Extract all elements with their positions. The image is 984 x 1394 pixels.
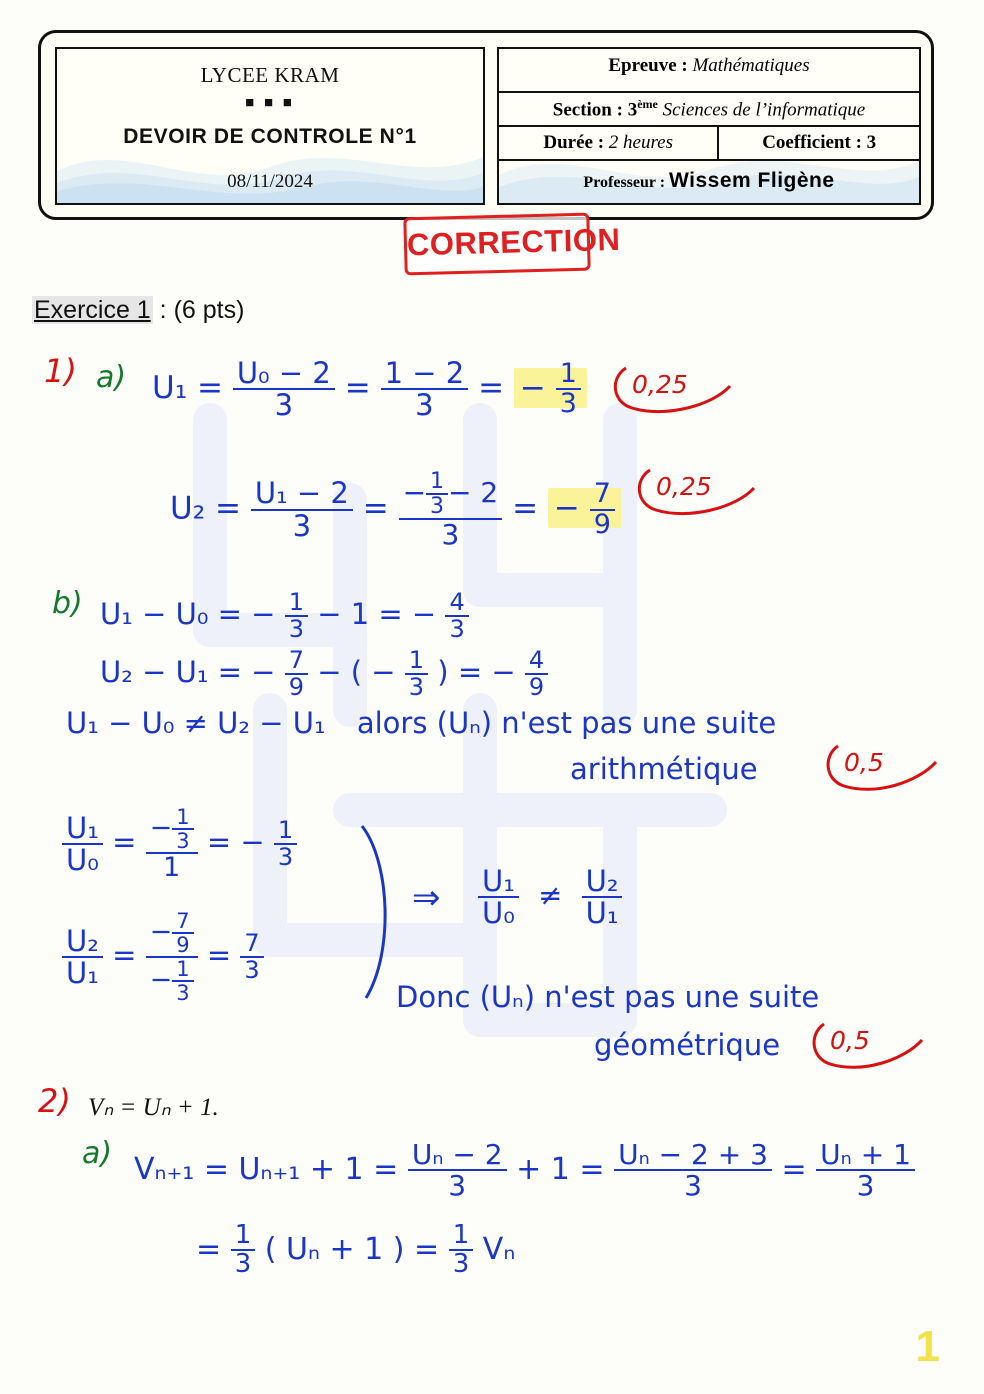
q2a-f1-den: 3 <box>408 1169 507 1200</box>
big-brace <box>356 822 400 1006</box>
mark-0-5-geom <box>818 1022 870 1055</box>
q1a-letter: a) <box>96 360 127 395</box>
q1b-line3-text: alors (Uₙ) n'est pas une suite <box>356 706 777 740</box>
ratio2-inner-den-n: 1 <box>176 957 190 982</box>
professeur-label: Professeur : <box>583 174 666 191</box>
q1b-line1-frac <box>285 590 308 642</box>
ratio-conclusion <box>478 866 622 929</box>
professeur-row <box>499 159 919 205</box>
decorative-squares: ■ ■ ■ <box>245 95 295 111</box>
q2a-equals-3: = <box>781 1151 807 1187</box>
concl-ratio2-num: U₂ <box>585 864 619 898</box>
q2a-line2-f2-num: 1 <box>452 1220 470 1250</box>
section-value-number: 3 <box>627 99 638 121</box>
coefficient-value: 3 <box>866 132 877 153</box>
q1b-line1-frac-num: 1 <box>288 588 304 616</box>
q1b-line1-res-den: 3 <box>445 615 468 642</box>
u2-label: U₂ = <box>170 490 241 527</box>
duree-cell <box>499 127 717 159</box>
q2a-line2-f1-den: 3 <box>231 1249 256 1278</box>
q1b-line3-inequality: U₁ − U₀ ≠ U₂ − U₁ <box>66 706 326 740</box>
q2a-plus-one: + 1 = <box>516 1151 605 1187</box>
mark-value-geom: 0,5 <box>830 1026 870 1055</box>
brace-icon <box>356 822 400 1002</box>
u2-inner-den: 3 <box>426 493 448 518</box>
ratio1-value-den: 1 <box>146 852 198 882</box>
ratio1-equals: = <box>112 825 137 860</box>
q2a-line2 <box>196 1222 515 1279</box>
u1-result <box>514 358 587 420</box>
ratio1-value-num <box>146 806 198 852</box>
concl-ratio1-den: U₀ <box>478 896 519 928</box>
q2a-line2-eq: = <box>196 1231 222 1267</box>
q2-number: 2) <box>38 1082 71 1120</box>
u2-frac2-num <box>399 470 503 518</box>
u1-equals-1: = <box>344 369 371 406</box>
q1b-line2 <box>100 648 548 700</box>
q2a-frac-1 <box>408 1140 507 1201</box>
ratio1-res-den: 3 <box>274 843 297 870</box>
u2-inner-fraction <box>426 470 448 518</box>
q1b-letter: b) <box>52 586 83 621</box>
exercise-label: Exercice 1 <box>34 296 151 324</box>
section-value-text: Sciences de l’informatique <box>662 99 866 121</box>
epreuve-row <box>499 55 919 91</box>
ratio1-equals-2: = − <box>206 825 265 860</box>
ratio1-inner-frac <box>172 806 193 852</box>
ratio2-inner-den-frac <box>172 958 193 1004</box>
ratio2-equals: = <box>112 938 137 973</box>
ratio1-value-sign: − <box>149 812 173 844</box>
ratio2-inner-num-frac <box>172 910 193 956</box>
ratio2-inner-den-d: 3 <box>172 980 193 1004</box>
ratio1-num: U₁ <box>66 810 99 845</box>
q1b-line2-frac1 <box>285 648 308 700</box>
ratio2-value-fraction <box>146 910 198 1004</box>
u2-result-num: 7 <box>593 478 611 510</box>
duree-value: 2 heures <box>608 132 673 153</box>
q2a-line2-paren: ( Uₙ + 1 ) <box>264 1231 405 1267</box>
geometrique-line: géométrique <box>594 1028 781 1062</box>
ratio2-res-num: 7 <box>244 928 260 957</box>
q2a-f3-num: Uₙ + 1 <box>820 1138 911 1171</box>
u1-fraction-1 <box>233 358 335 421</box>
mark-0-25-second <box>642 468 712 501</box>
q2a-f2-den: 3 <box>614 1169 772 1200</box>
u1-result-fraction <box>556 360 581 419</box>
u2-frac2-num-sign: − <box>402 476 427 510</box>
q2a-f1-num: Uₙ − 2 <box>411 1138 503 1171</box>
q2a-line2-f2-den: 3 <box>449 1249 474 1278</box>
concl-ratio2-den: U₁ <box>582 896 623 928</box>
q1b-line1-res-num: 4 <box>449 588 465 616</box>
q1b-line1-lhs: U₁ − U₀ = − <box>100 597 276 632</box>
q2a-frac-2 <box>614 1140 772 1201</box>
exam-date: 08/11/2024 <box>227 171 313 192</box>
implication-arrow: ⇒ <box>412 878 441 918</box>
u2-result-fraction <box>590 480 615 539</box>
ratio2-lhs <box>62 923 103 991</box>
u1-result-den: 3 <box>556 388 581 418</box>
u1-label: U₁ = <box>152 369 223 406</box>
q1b-line2-frac2 <box>405 648 428 700</box>
ratio2-inner-num-d: 9 <box>172 932 193 956</box>
ratio1-res-num: 1 <box>277 816 294 845</box>
q1b-line3 <box>66 706 776 740</box>
mark-value-a1: 0,25 <box>632 370 688 399</box>
q2a-f2-num: Uₙ − 2 + 3 <box>618 1138 768 1171</box>
u2-equation <box>170 470 621 550</box>
q2a-f3-den: 3 <box>816 1169 915 1200</box>
correction-stamp: CORRECTION <box>403 213 590 276</box>
concl-ratio-2 <box>582 866 623 929</box>
q1b-line1-result <box>445 590 468 642</box>
u2-equals-2: = <box>512 490 539 527</box>
q1b-line2-mid2: ) = − <box>437 655 516 690</box>
q2a-line2-eq2: = <box>414 1231 440 1267</box>
u1-frac2-den: 3 <box>381 388 469 420</box>
u2-fraction-1 <box>251 478 353 541</box>
u2-result-den: 9 <box>590 509 615 539</box>
ratio1-value-fraction <box>146 806 198 882</box>
u2-result <box>548 478 621 540</box>
q1b-line2-f2-num: 1 <box>408 646 425 674</box>
concl-not-equal: ≠ <box>538 878 563 913</box>
concl-ratio1-num: U₁ <box>482 864 515 898</box>
coefficient-label: Coefficient : <box>762 132 862 153</box>
mark-0-5-arith <box>832 744 884 777</box>
q2a-line2-f1-num: 1 <box>234 1220 252 1250</box>
q2a-frac-3 <box>816 1140 915 1201</box>
section-row <box>499 91 919 125</box>
q1b-line1 <box>100 590 469 642</box>
u2-fraction-2 <box>399 470 503 550</box>
u1-frac2-num: 1 − 2 <box>384 356 465 390</box>
ratio1-result <box>274 818 297 870</box>
duree-coefficient-row <box>499 125 919 159</box>
q1-number: 1) <box>44 352 77 390</box>
u2-frac1-num: U₁ − 2 <box>254 476 349 511</box>
q1b-line2-f1-den: 9 <box>285 673 308 700</box>
q2a-lhs: Vₙ₊₁ = Uₙ₊₁ + 1 = <box>134 1151 399 1187</box>
q2-definition: Vₙ = Uₙ + 1. <box>88 1094 219 1121</box>
q2a-line1 <box>134 1140 915 1201</box>
q2a-line2-tail: Vₙ <box>482 1231 516 1267</box>
ratio-line-1 <box>62 806 297 882</box>
ratio2-den: U₁ <box>62 956 103 988</box>
q1b-line2-f2-den: 3 <box>405 673 428 700</box>
q1b-line2-mid: − ( − <box>317 655 396 690</box>
school-name: LYCEE KRAM <box>200 63 340 87</box>
ratio2-res-den: 3 <box>240 956 263 983</box>
concl-ratio-1 <box>478 866 519 929</box>
ratio2-value-den <box>146 956 198 1004</box>
exercise-heading <box>32 296 244 325</box>
section-label: Section : <box>552 99 623 121</box>
q1b-line1-frac-den: 3 <box>285 615 308 642</box>
header-right-block <box>497 47 921 205</box>
ratio1-inner-den: 3 <box>172 828 193 852</box>
mark-value-a2: 0,25 <box>656 472 712 501</box>
ratio1-den: U₀ <box>62 843 103 875</box>
exercise-points: : (6 pts) <box>159 296 245 324</box>
u2-equals-1: = <box>362 490 389 527</box>
q1b-line4: arithmétique <box>570 752 758 786</box>
mark-0-25-first <box>618 366 688 399</box>
exam-header <box>38 30 934 220</box>
coefficient-cell <box>717 127 919 159</box>
u2-frac2-den: 3 <box>399 518 503 549</box>
ratio1-inner-num: 1 <box>176 805 190 829</box>
u1-frac1-num: U₀ − 2 <box>236 356 331 390</box>
u1-fraction-2 <box>381 358 469 421</box>
ratio2-inner-num-n: 7 <box>176 909 190 933</box>
page-number: 1 <box>915 1322 940 1371</box>
ratio-line-2 <box>62 910 264 1004</box>
ratio2-num-sign: − <box>149 916 173 948</box>
u2-inner-num: 1 <box>430 469 445 494</box>
mark-value-b: 0,5 <box>844 748 884 777</box>
ratio2-num: U₂ <box>66 923 99 958</box>
ratio2-den-sign: − <box>149 964 173 996</box>
donc-line: Donc (Uₙ) n'est pas une suite <box>396 980 820 1014</box>
q1b-line1-mid: − 1 = − <box>317 597 437 632</box>
epreuve-value: Mathématiques <box>692 55 810 76</box>
u1-result-sign: − <box>519 369 546 406</box>
q1b-line2-res-den: 9 <box>525 673 548 700</box>
u1-result-num: 1 <box>559 358 577 390</box>
ratio1-lhs <box>62 810 103 878</box>
u1-equals-2: = <box>478 369 505 406</box>
q1b-line2-res-num: 4 <box>528 646 545 674</box>
q1b-line2-result <box>525 648 548 700</box>
section-value-sup: ème <box>637 97 658 111</box>
q1b-line2-lhs: U₂ − U₁ = − <box>100 655 276 690</box>
u2-result-sign: − <box>553 490 580 527</box>
epreuve-label: Epreuve : <box>608 55 688 76</box>
u1-frac1-den: 3 <box>233 388 335 420</box>
exam-title: DEVOIR DE CONTROLE N°1 <box>123 125 417 148</box>
duree-label: Durée : <box>543 132 605 153</box>
ratio2-value-num <box>146 910 198 956</box>
u1-equation <box>152 358 587 421</box>
q2a-letter: a) <box>82 1136 113 1171</box>
u2-frac1-den: 3 <box>251 509 353 541</box>
ratio2-result <box>240 928 263 985</box>
q2a-line2-frac-2 <box>449 1222 474 1279</box>
q2a-line2-frac-1 <box>231 1222 256 1279</box>
ratio2-equals-2: = <box>206 938 232 973</box>
u2-frac2-num-tail: − 2 <box>448 476 499 510</box>
q1b-line2-f1-num: 7 <box>288 646 304 674</box>
professeur-value: Wissem Fligène <box>669 169 835 192</box>
header-left-block <box>55 47 485 205</box>
